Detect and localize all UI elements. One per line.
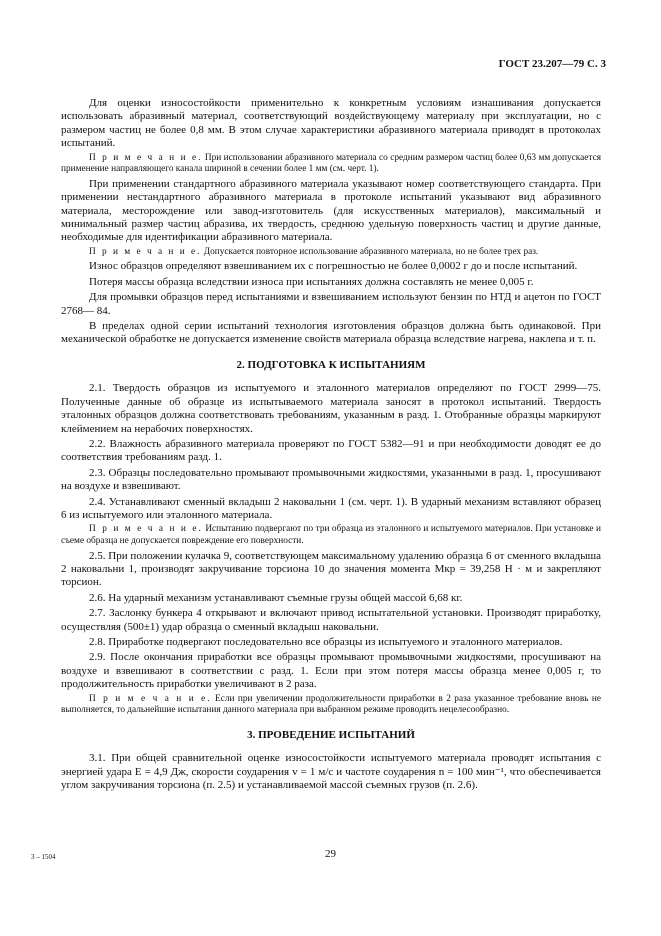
body-paragraph: 2.4. Устанавливают сменный вкладыш 2 наковальни 1 (см. черт. 1). В ударный механизм вставляют образец 6 из испытуемого или эталонного материала. (61, 495, 601, 521)
note-label: П р и м е ч а н и е. (89, 693, 212, 704)
note-label: П р и м е ч а н и е. (89, 152, 203, 163)
note-label: П р и м е ч а н и е. (89, 246, 202, 257)
body-paragraph: В пределах одной серии испытаний технология изготовления образцов должна быть одинаковой. При механической обработке не допускается изменение свойств материала образца вследствие нагрева, наклепа и т. п. (61, 320, 601, 346)
page-number: 29 (325, 848, 336, 860)
body-paragraph: Для промывки образцов перед испытаниями и взвешиванием используют бензин по НТД и ацетон по ГОСТ 2768— 84. (61, 291, 601, 317)
section-3-heading: 3. ПРОВЕДЕНИЕ ИСПЫТАНИЙ (247, 728, 415, 741)
body-paragraph: 2.3. Образцы последовательно промывают промывочными жидкостями, указанными в разд. 1, просушивают на воздухе и взвешивают. (61, 466, 601, 493)
section-2-heading: 2. ПОДГОТОВКА К ИСПЫТАНИЯМ (236, 358, 426, 371)
print-code: 3 – 1504 (31, 853, 56, 861)
section-3-paragraphs (61, 752, 601, 792)
note-text: Допускается повторное использование абразивного материала, но не более трех раз. (201, 246, 539, 257)
intro-paragraphs (61, 97, 601, 347)
note-paragraph (61, 524, 601, 547)
body-paragraph: 3.1. При общей сравнительной оценке износостойкости испытуемого материала проводят испытания с энергией удара Е = 4,9 Дж, скорости соударения v = 1 м/с и частоте соударения n = 100 мин⁻¹, что обеспечивается углом закручивания торсиона (п. 2.5) и устанавливаемой массой съемных грузов (п. 2.6). (61, 752, 601, 791)
body-paragraph: Потеря массы образца вследствии износа при испытаниях должна составлять не менее 0,005 г. (89, 275, 534, 288)
body-paragraph: 2.5. При положении кулачка 9, соответствующем максимальному удалению образца 6 от сменного вкладыша 2 наковальни 1, производят закручивание торсиона 10 до значения момента Мкр = 39,258 Н · м и закрепляют торсион. (61, 549, 601, 589)
note-paragraph (61, 153, 601, 176)
note-label: П р и м е ч а н и е. (89, 524, 203, 535)
section-2-paragraphs (61, 382, 601, 717)
document-body (61, 97, 601, 794)
body-paragraph: 2.1. Твердость образцов из испытуемого и эталонного материалов определяют по ГОСТ 2999—75. Полученные данные об образце из испытываемого материала заносят в протокол испытаний. Твердость эталонных образцов должна соответствовать требованиям, указанным в разд. 1. Отобранные образцы маркируют клеймением на нерабочих поверхностях. (61, 382, 601, 435)
note-text: При использовании абразивного материала со средним размером частиц более 0,63 мм допускается применение направляющего канала шириной в сечении более 1 мм (см. черт. 1). (61, 152, 601, 175)
note-paragraph (61, 247, 601, 259)
body-paragraph: 2.9. После окончания приработки все образцы промывают промывочными жидкостями, просушивают на воздухе и взвешивают в соответствии с разд. 1. Если при этом потеря массы образца менее 0,005 г, то продолжительность приработки увеличивают в 2 раза. (61, 651, 601, 691)
body-paragraph: Износ образцов определяют взвешиванием их с погрешностью не более 0,0002 г до и после испытаний. (89, 260, 578, 273)
body-paragraph: 2.8. Приработке подвергают последовательно все образцы из испытуемого и эталонного материалов. (89, 635, 563, 648)
body-paragraph: При применении стандартного абразивного материала указывают номер соответствующего стандарта. При применении нестандартного абразивного материала в протоколе испытаний указывают вид абразивного материала, месторождение или завод-изготовитель (для искусственных материалов), максимальный и минимальный размер частиц абразива, их твердость, среднюю удельную поверхность частиц и другие данные, необходимые для идентификации абразивного материала. (61, 177, 601, 244)
body-paragraph: Для оценки износостойкости применительно к конкретным условиям изнашивания допускается использовать абразивный материал, соответствующий воздействующему материалу при эксплуатации, но с размером частиц не более 0,8 мм. В этом случае характеристики абразивного материала приводят в протоколах испытаний. (61, 97, 601, 150)
note-text: Испытанию подвергают по три образца из эталонного и испытуемого материалов. При установке и съеме образца не допускается повреждение его поверхности. (61, 524, 602, 546)
body-paragraph: 2.2. Влажность абразивного материала проверяют по ГОСТ 5382—91 и при необходимости доводят ее до соответствия требованиям разд. 1. (61, 437, 601, 464)
note-text: Если при увеличении продолжительности приработки в 2 раза указанное требование вновь не выполняется, то дальнейшие испытания данного материала при выбранном режиме проводить нецелесообразно. (61, 693, 601, 716)
note-paragraph (61, 694, 601, 717)
body-paragraph: 2.6. На ударный механизм устанавливают съемные грузы общей массой 6,68 кг. (89, 591, 463, 604)
body-paragraph: 2.7. Заслонку бункера 4 открывают и включают привод испытательной установки. Производят приработку, осуществляя (500±1) удар образца о сменный вкладыш наковальни. (61, 607, 601, 633)
document-header: ГОСТ 23.207—79 С. 3 (498, 58, 606, 70)
